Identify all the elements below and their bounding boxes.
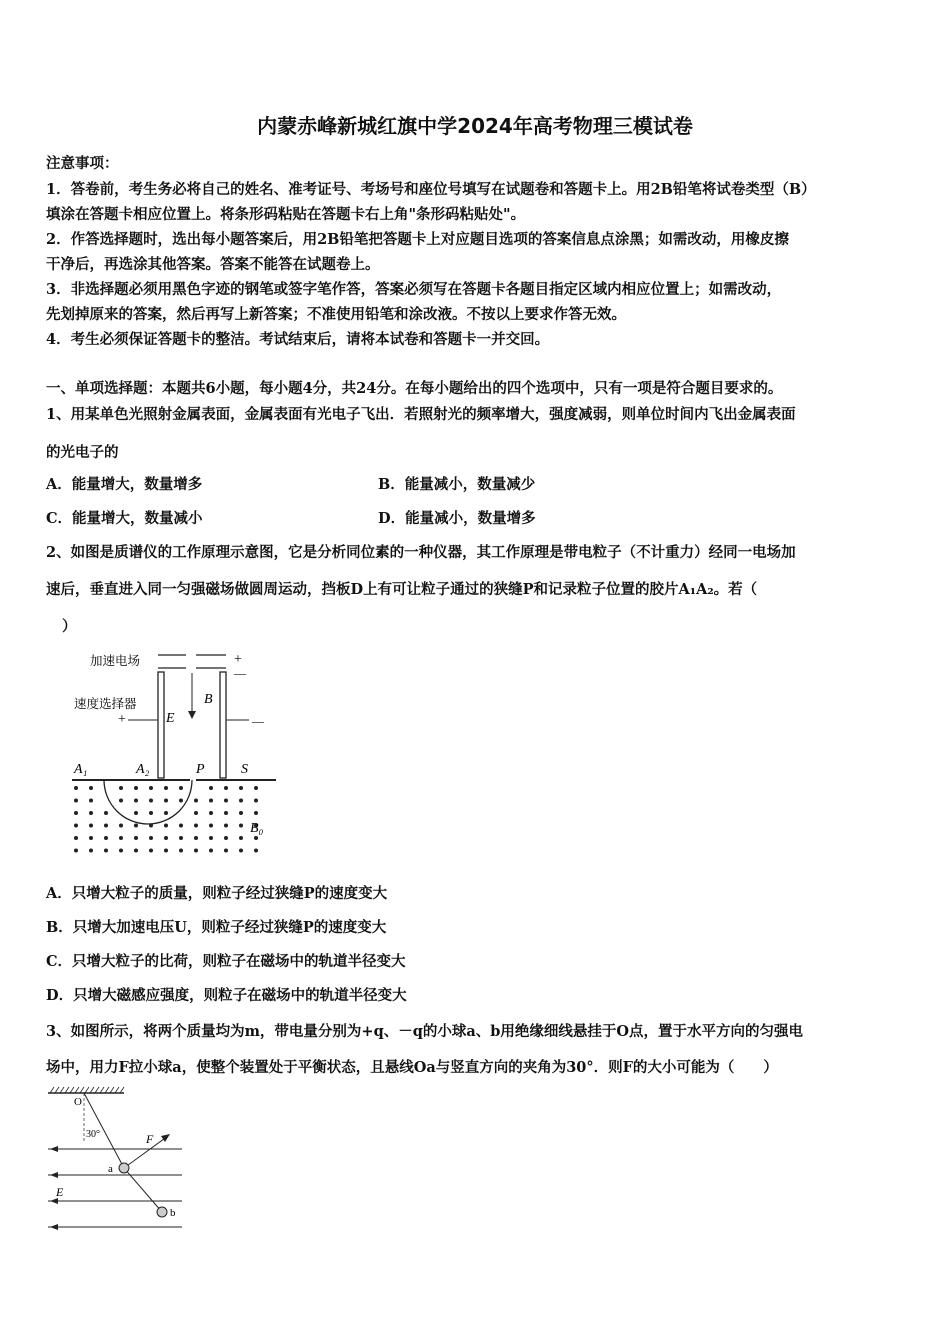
field-dot (89, 811, 93, 815)
field-dot (74, 786, 78, 790)
field-dot (119, 799, 123, 803)
q2-stem: 2、如图是质谱仪的工作原理示意图，它是分析同位素的一种仪器，其工作原理是带电粒子（不计重力）经同一电场加 (46, 544, 796, 561)
field-dot (254, 799, 258, 803)
field-dot (239, 799, 243, 803)
minus-sign: — (234, 666, 246, 680)
field-dot (164, 836, 168, 840)
field-dot (179, 799, 183, 803)
field-dot (134, 799, 138, 803)
plus-sign: + (118, 712, 126, 727)
notice-line: 干净后，再选涂其他答案。答案不能答在试题卷上。 (46, 256, 380, 273)
mass-spectrometer-diagram (66, 645, 286, 860)
field-dot (179, 824, 183, 828)
field-dot (149, 824, 153, 828)
notice-line: 1．答卷前，考生务必将自己的姓名、准考证号、考场号和座位号填写在试题卷和答题卡上。用2B铅笔将试卷类型（B） (46, 181, 816, 198)
field-dot (149, 799, 153, 803)
q2-option-d: D．只增大磁感应强度，则粒子在磁场中的轨道半径变大 (46, 987, 407, 1004)
field-dot (164, 799, 168, 803)
plus-sign: + (234, 652, 242, 667)
field-dot (239, 786, 243, 790)
hatch-line (65, 1087, 69, 1093)
field-dot (254, 811, 258, 815)
q2-option-c: C．只增大粒子的比荷，则粒子在磁场中的轨道半径变大 (46, 953, 406, 970)
field-e-label: E (56, 1185, 64, 1199)
field-dot (239, 836, 243, 840)
field-dot (179, 849, 183, 853)
field-dot (89, 824, 93, 828)
field-dot (164, 849, 168, 853)
q3-stem: 3、如图所示，将两个质量均为m，带电量分别为+q、－q的小球a、b用绝缘细线悬挂于O点，置于水平方向的匀强电 (46, 1023, 804, 1040)
field-dot (209, 811, 213, 815)
field-dot (164, 811, 168, 815)
field-dot (119, 824, 123, 828)
field-dot (149, 811, 153, 815)
field-dot (194, 811, 198, 815)
field-dot (119, 836, 123, 840)
field-dot (224, 799, 228, 803)
pivot-o-label: O (74, 1096, 82, 1108)
field-dot (209, 849, 213, 853)
page-title: 内蒙赤峰新城红旗中学2024年高考物理三模试卷 (257, 114, 693, 138)
field-dot (179, 836, 183, 840)
field-dot (209, 836, 213, 840)
angle-label: 30° (86, 1129, 100, 1140)
hatch-line (90, 1087, 94, 1093)
field-dot (194, 849, 198, 853)
q2-stem: ） (62, 618, 77, 635)
field-dot (74, 799, 78, 803)
field-dot (254, 786, 258, 790)
field-dot (104, 849, 108, 853)
q3-stem: 场中，用力F拉小球a，使整个装置处于平衡状态，且悬线Oa与竖直方向的夹角为30°．则F的大小可能为（ ） (46, 1059, 778, 1076)
field-dot (224, 786, 228, 790)
b-field-label: B (204, 692, 213, 707)
hatch-line (60, 1087, 64, 1093)
field-dot (164, 824, 168, 828)
field-dot (194, 824, 198, 828)
field-dot (194, 799, 198, 803)
q1-option-a: A．能量增大，数量增多 (46, 476, 203, 493)
section-heading: 一、单项选择题：本题共6小题，每小题4分，共24分。在每小题给出的四个选项中，只有一项是符合题目要求的。 (46, 380, 783, 397)
hatch-line (105, 1087, 109, 1093)
b0-label: B₀ (250, 821, 264, 836)
field-dot (194, 836, 198, 840)
field-dot (224, 836, 228, 840)
field-dot (119, 786, 123, 790)
q1-stem: 1、用某单色光照射金属表面，金属表面有光电子飞出．若照射光的频率增大，强度减弱，则单位时间内飞出金属表面 (46, 406, 796, 423)
q2-option-a: A．只增大粒子的质量，则粒子经过狭缝P的速度变大 (46, 885, 388, 902)
field-dot (104, 811, 108, 815)
field-dot (209, 786, 213, 790)
field-dot (224, 824, 228, 828)
hatch-line (110, 1087, 114, 1093)
field-dot (104, 836, 108, 840)
a2-label: A₂ (136, 762, 150, 777)
q1-stem: 的光电子的 (46, 444, 119, 461)
field-dot (254, 836, 258, 840)
q1-option-c: C．能量增大，数量减小 (46, 510, 203, 527)
hatch-line (95, 1087, 99, 1093)
e-field-label: E (166, 711, 175, 726)
field-dot (74, 811, 78, 815)
q1-option-b: B．能量减小，数量减少 (378, 476, 536, 493)
field-dot (179, 786, 183, 790)
field-dot (74, 849, 78, 853)
field-dot (149, 786, 153, 790)
minus-sign: — (252, 714, 264, 728)
field-dot (89, 786, 93, 790)
field-dot (134, 824, 138, 828)
notice-line: 3．非选择题必须用黑色字迹的钢笔或签字笔作答，答案必须写在答题卡各题目指定区域内相应位置上；如需改动， (46, 281, 782, 298)
velocity-selector-label: 速度选择器 (74, 697, 137, 711)
s-label: S (241, 762, 248, 777)
field-dot (134, 786, 138, 790)
p-slit-label: P (196, 762, 205, 777)
field-dot (104, 824, 108, 828)
notice-heading: 注意事项： (46, 155, 119, 172)
field-dot (149, 836, 153, 840)
hatch-line (50, 1087, 54, 1093)
hatch-line (70, 1087, 74, 1093)
field-dot (209, 824, 213, 828)
field-dot (89, 836, 93, 840)
field-dot (239, 849, 243, 853)
force-f-label: F (146, 1132, 154, 1146)
field-dot (89, 849, 93, 853)
field-dot (74, 824, 78, 828)
field-dot (239, 811, 243, 815)
q1-option-d: D．能量减小，数量增多 (378, 510, 536, 527)
q2-option-b: B．只增大加速电压U，则粒子经过狭缝P的速度变大 (46, 919, 387, 936)
ball-a-label: a (108, 1163, 113, 1175)
field-dot (224, 811, 228, 815)
accel-field-label: 加速电场 (90, 654, 141, 668)
a1-label: A₁ (74, 762, 88, 777)
hatch-line (120, 1087, 124, 1093)
field-dot (89, 799, 93, 803)
ceiling-hatch (50, 1087, 124, 1093)
hatch-line (85, 1087, 89, 1093)
ball-b-label: b (170, 1207, 176, 1219)
charged-balls-diagram (42, 1085, 192, 1235)
field-dot (134, 836, 138, 840)
hatch-line (80, 1087, 84, 1093)
magnetic-field-dots (74, 786, 258, 853)
field-dot (119, 849, 123, 853)
field-dot (134, 849, 138, 853)
notice-line: 4．考生必须保证答题卡的整洁。考试结束后，请将本试卷和答题卡一并交回。 (46, 331, 550, 348)
notice-line: 填涂在答题卡相应位置上。将条形码粘贴在答题卡右上角"条形码粘贴处"。 (46, 206, 526, 223)
hatch-line (100, 1087, 104, 1093)
hatch-line (55, 1087, 59, 1093)
hatch-line (75, 1087, 79, 1093)
field-dot (224, 849, 228, 853)
field-dot (164, 786, 168, 790)
field-dot (209, 799, 213, 803)
field-dot (254, 849, 258, 853)
field-dot (149, 849, 153, 853)
field-dot (134, 811, 138, 815)
field-dot (74, 836, 78, 840)
field-dot (239, 824, 243, 828)
hatch-line (115, 1087, 119, 1093)
q2-stem: 速后，垂直进入同一匀强磁场做圆周运动，挡板D上有可让粒子通过的狭缝P和记录粒子位置的胶片A₁A₂。若（ (46, 581, 758, 598)
notice-line: 2．作答选择题时，选出每小题答案后，用2B铅笔把答题卡上对应题目选项的答案信息点涂黑；如需改动，用橡皮擦 (46, 231, 789, 248)
notice-line: 先划掉原来的答案，然后再写上新答案；不准使用铅笔和涂改液。不按以上要求作答无效。 (46, 306, 626, 323)
